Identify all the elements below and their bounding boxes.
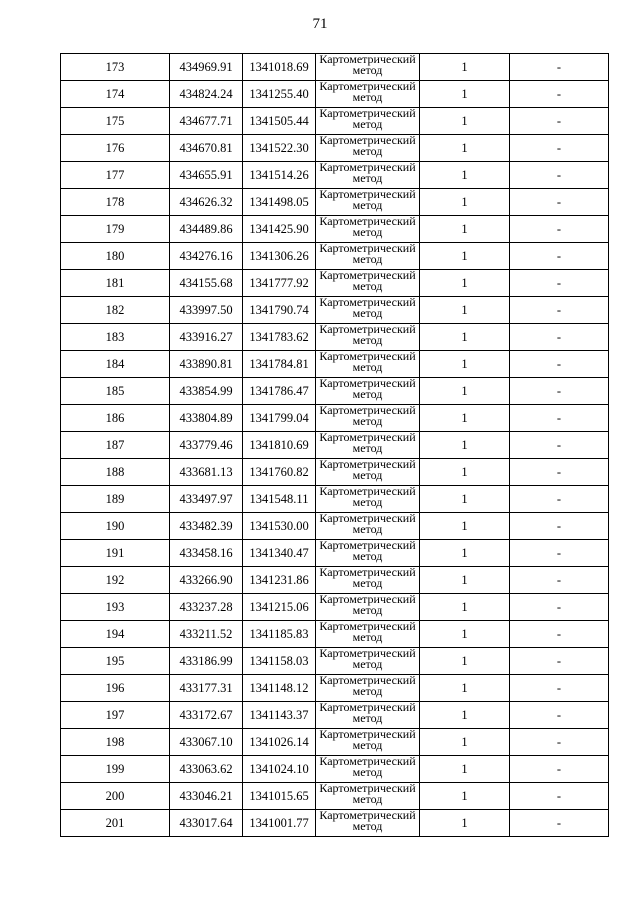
y-coordinate-cell: 1341790.74	[243, 297, 316, 324]
point-number-cell: 201	[61, 810, 170, 837]
point-number-cell: 187	[61, 432, 170, 459]
x-coordinate-cell: 434626.32	[170, 189, 243, 216]
method-cell: Картометрический метод	[316, 486, 420, 513]
point-number-cell: 198	[61, 729, 170, 756]
method-cell: Картометрический метод	[316, 378, 420, 405]
extra-cell: -	[510, 567, 609, 594]
table-row	[61, 54, 609, 81]
count-cell: 1	[420, 594, 510, 621]
method-cell: Картометрический метод	[316, 729, 420, 756]
point-number-cell: 175	[61, 108, 170, 135]
coordinates-table	[60, 53, 609, 837]
point-number-cell: 190	[61, 513, 170, 540]
x-coordinate-cell: 433186.99	[170, 648, 243, 675]
x-coordinate-cell: 433458.16	[170, 540, 243, 567]
method-cell: Картометрический метод	[316, 54, 420, 81]
extra-cell: -	[510, 297, 609, 324]
y-coordinate-cell: 1341158.03	[243, 648, 316, 675]
table-row	[61, 513, 609, 540]
x-coordinate-cell: 434276.16	[170, 243, 243, 270]
x-coordinate-cell: 433017.64	[170, 810, 243, 837]
y-coordinate-cell: 1341514.26	[243, 162, 316, 189]
point-number-cell: 183	[61, 324, 170, 351]
table-row	[61, 810, 609, 837]
point-number-cell: 176	[61, 135, 170, 162]
table-row	[61, 432, 609, 459]
x-coordinate-cell: 434670.81	[170, 135, 243, 162]
point-number-cell: 173	[61, 54, 170, 81]
x-coordinate-cell: 433172.67	[170, 702, 243, 729]
table-row	[61, 108, 609, 135]
count-cell: 1	[420, 81, 510, 108]
method-cell: Картометрический метод	[316, 783, 420, 810]
y-coordinate-cell: 1341231.86	[243, 567, 316, 594]
y-coordinate-cell: 1341255.40	[243, 81, 316, 108]
extra-cell: -	[510, 378, 609, 405]
x-coordinate-cell: 433997.50	[170, 297, 243, 324]
method-cell: Картометрический метод	[316, 270, 420, 297]
point-number-cell: 174	[61, 81, 170, 108]
count-cell: 1	[420, 108, 510, 135]
table-row	[61, 459, 609, 486]
point-number-cell: 191	[61, 540, 170, 567]
x-coordinate-cell: 433916.27	[170, 324, 243, 351]
extra-cell: -	[510, 594, 609, 621]
extra-cell: -	[510, 513, 609, 540]
extra-cell: -	[510, 270, 609, 297]
y-coordinate-cell: 1341001.77	[243, 810, 316, 837]
table-row	[61, 243, 609, 270]
count-cell: 1	[420, 810, 510, 837]
table-row	[61, 621, 609, 648]
point-number-cell: 200	[61, 783, 170, 810]
x-coordinate-cell: 434824.24	[170, 81, 243, 108]
count-cell: 1	[420, 459, 510, 486]
count-cell: 1	[420, 378, 510, 405]
count-cell: 1	[420, 54, 510, 81]
point-number-cell: 186	[61, 405, 170, 432]
count-cell: 1	[420, 648, 510, 675]
extra-cell: -	[510, 324, 609, 351]
point-number-cell: 189	[61, 486, 170, 513]
count-cell: 1	[420, 216, 510, 243]
x-coordinate-cell: 434489.86	[170, 216, 243, 243]
extra-cell: -	[510, 675, 609, 702]
table-row	[61, 648, 609, 675]
count-cell: 1	[420, 783, 510, 810]
point-number-cell: 194	[61, 621, 170, 648]
y-coordinate-cell: 1341018.69	[243, 54, 316, 81]
count-cell: 1	[420, 540, 510, 567]
y-coordinate-cell: 1341306.26	[243, 243, 316, 270]
method-cell: Картометрический метод	[316, 135, 420, 162]
y-coordinate-cell: 1341148.12	[243, 675, 316, 702]
extra-cell: -	[510, 108, 609, 135]
table-row	[61, 729, 609, 756]
table-row	[61, 378, 609, 405]
count-cell: 1	[420, 351, 510, 378]
extra-cell: -	[510, 243, 609, 270]
point-number-cell: 199	[61, 756, 170, 783]
x-coordinate-cell: 433063.62	[170, 756, 243, 783]
x-coordinate-cell: 433779.46	[170, 432, 243, 459]
y-coordinate-cell: 1341026.14	[243, 729, 316, 756]
count-cell: 1	[420, 756, 510, 783]
extra-cell: -	[510, 162, 609, 189]
y-coordinate-cell: 1341760.82	[243, 459, 316, 486]
y-coordinate-cell: 1341340.47	[243, 540, 316, 567]
extra-cell: -	[510, 81, 609, 108]
y-coordinate-cell: 1341799.04	[243, 405, 316, 432]
x-coordinate-cell: 433804.89	[170, 405, 243, 432]
table-row	[61, 162, 609, 189]
extra-cell: -	[510, 54, 609, 81]
table-row	[61, 702, 609, 729]
method-cell: Картометрический метод	[316, 324, 420, 351]
y-coordinate-cell: 1341143.37	[243, 702, 316, 729]
method-cell: Картометрический метод	[316, 459, 420, 486]
x-coordinate-cell: 433046.21	[170, 783, 243, 810]
table-row	[61, 594, 609, 621]
count-cell: 1	[420, 297, 510, 324]
point-number-cell: 185	[61, 378, 170, 405]
y-coordinate-cell: 1341024.10	[243, 756, 316, 783]
y-coordinate-cell: 1341777.92	[243, 270, 316, 297]
count-cell: 1	[420, 405, 510, 432]
y-coordinate-cell: 1341783.62	[243, 324, 316, 351]
table-row	[61, 189, 609, 216]
count-cell: 1	[420, 243, 510, 270]
method-cell: Картометрический метод	[316, 702, 420, 729]
x-coordinate-cell: 434969.91	[170, 54, 243, 81]
count-cell: 1	[420, 135, 510, 162]
method-cell: Картометрический метод	[316, 594, 420, 621]
method-cell: Картометрический метод	[316, 189, 420, 216]
extra-cell: -	[510, 432, 609, 459]
extra-cell: -	[510, 648, 609, 675]
table-row	[61, 540, 609, 567]
x-coordinate-cell: 433854.99	[170, 378, 243, 405]
point-number-cell: 184	[61, 351, 170, 378]
table-row	[61, 756, 609, 783]
table-row	[61, 216, 609, 243]
method-cell: Картометрический метод	[316, 648, 420, 675]
table-row	[61, 405, 609, 432]
point-number-cell: 188	[61, 459, 170, 486]
extra-cell: -	[510, 729, 609, 756]
point-number-cell: 179	[61, 216, 170, 243]
extra-cell: -	[510, 540, 609, 567]
count-cell: 1	[420, 702, 510, 729]
count-cell: 1	[420, 162, 510, 189]
count-cell: 1	[420, 486, 510, 513]
extra-cell: -	[510, 135, 609, 162]
point-number-cell: 182	[61, 297, 170, 324]
x-coordinate-cell: 433890.81	[170, 351, 243, 378]
table-row	[61, 324, 609, 351]
page-number: 71	[312, 16, 328, 32]
extra-cell: -	[510, 783, 609, 810]
x-coordinate-cell: 433681.13	[170, 459, 243, 486]
y-coordinate-cell: 1341810.69	[243, 432, 316, 459]
method-cell: Картометрический метод	[316, 351, 420, 378]
extra-cell: -	[510, 189, 609, 216]
point-number-cell: 197	[61, 702, 170, 729]
table-row	[61, 567, 609, 594]
count-cell: 1	[420, 513, 510, 540]
method-cell: Картометрический метод	[316, 216, 420, 243]
y-coordinate-cell: 1341505.44	[243, 108, 316, 135]
extra-cell: -	[510, 351, 609, 378]
y-coordinate-cell: 1341784.81	[243, 351, 316, 378]
y-coordinate-cell: 1341548.11	[243, 486, 316, 513]
y-coordinate-cell: 1341185.83	[243, 621, 316, 648]
count-cell: 1	[420, 567, 510, 594]
point-number-cell: 195	[61, 648, 170, 675]
method-cell: Картометрический метод	[316, 405, 420, 432]
x-coordinate-cell: 433211.52	[170, 621, 243, 648]
extra-cell: -	[510, 216, 609, 243]
x-coordinate-cell: 434655.91	[170, 162, 243, 189]
table-row	[61, 351, 609, 378]
point-number-cell: 178	[61, 189, 170, 216]
method-cell: Картометрический метод	[316, 81, 420, 108]
x-coordinate-cell: 433067.10	[170, 729, 243, 756]
method-cell: Картометрический метод	[316, 810, 420, 837]
extra-cell: -	[510, 486, 609, 513]
table-row	[61, 297, 609, 324]
table-row	[61, 675, 609, 702]
x-coordinate-cell: 434155.68	[170, 270, 243, 297]
x-coordinate-cell: 433177.31	[170, 675, 243, 702]
x-coordinate-cell: 433266.90	[170, 567, 243, 594]
point-number-cell: 180	[61, 243, 170, 270]
point-number-cell: 177	[61, 162, 170, 189]
count-cell: 1	[420, 621, 510, 648]
table-row	[61, 81, 609, 108]
method-cell: Картометрический метод	[316, 243, 420, 270]
extra-cell: -	[510, 621, 609, 648]
table-row	[61, 783, 609, 810]
method-cell: Картометрический метод	[316, 540, 420, 567]
method-cell: Картометрический метод	[316, 513, 420, 540]
point-number-cell: 196	[61, 675, 170, 702]
method-cell: Картометрический метод	[316, 432, 420, 459]
method-cell: Картометрический метод	[316, 756, 420, 783]
method-cell: Картометрический метод	[316, 108, 420, 135]
extra-cell: -	[510, 702, 609, 729]
count-cell: 1	[420, 324, 510, 351]
method-cell: Картометрический метод	[316, 162, 420, 189]
count-cell: 1	[420, 189, 510, 216]
point-number-cell: 192	[61, 567, 170, 594]
x-coordinate-cell: 433482.39	[170, 513, 243, 540]
y-coordinate-cell: 1341425.90	[243, 216, 316, 243]
point-number-cell: 181	[61, 270, 170, 297]
method-cell: Картометрический метод	[316, 675, 420, 702]
x-coordinate-cell: 433237.28	[170, 594, 243, 621]
y-coordinate-cell: 1341786.47	[243, 378, 316, 405]
method-cell: Картометрический метод	[316, 567, 420, 594]
extra-cell: -	[510, 459, 609, 486]
y-coordinate-cell: 1341530.00	[243, 513, 316, 540]
count-cell: 1	[420, 729, 510, 756]
count-cell: 1	[420, 432, 510, 459]
y-coordinate-cell: 1341215.06	[243, 594, 316, 621]
count-cell: 1	[420, 270, 510, 297]
point-number-cell: 193	[61, 594, 170, 621]
table-row	[61, 270, 609, 297]
y-coordinate-cell: 1341522.30	[243, 135, 316, 162]
extra-cell: -	[510, 756, 609, 783]
y-coordinate-cell: 1341498.05	[243, 189, 316, 216]
y-coordinate-cell: 1341015.65	[243, 783, 316, 810]
extra-cell: -	[510, 405, 609, 432]
table-row	[61, 486, 609, 513]
table-row	[61, 135, 609, 162]
method-cell: Картометрический метод	[316, 621, 420, 648]
x-coordinate-cell: 433497.97	[170, 486, 243, 513]
count-cell: 1	[420, 675, 510, 702]
x-coordinate-cell: 434677.71	[170, 108, 243, 135]
method-cell: Картометрический метод	[316, 297, 420, 324]
extra-cell: -	[510, 810, 609, 837]
